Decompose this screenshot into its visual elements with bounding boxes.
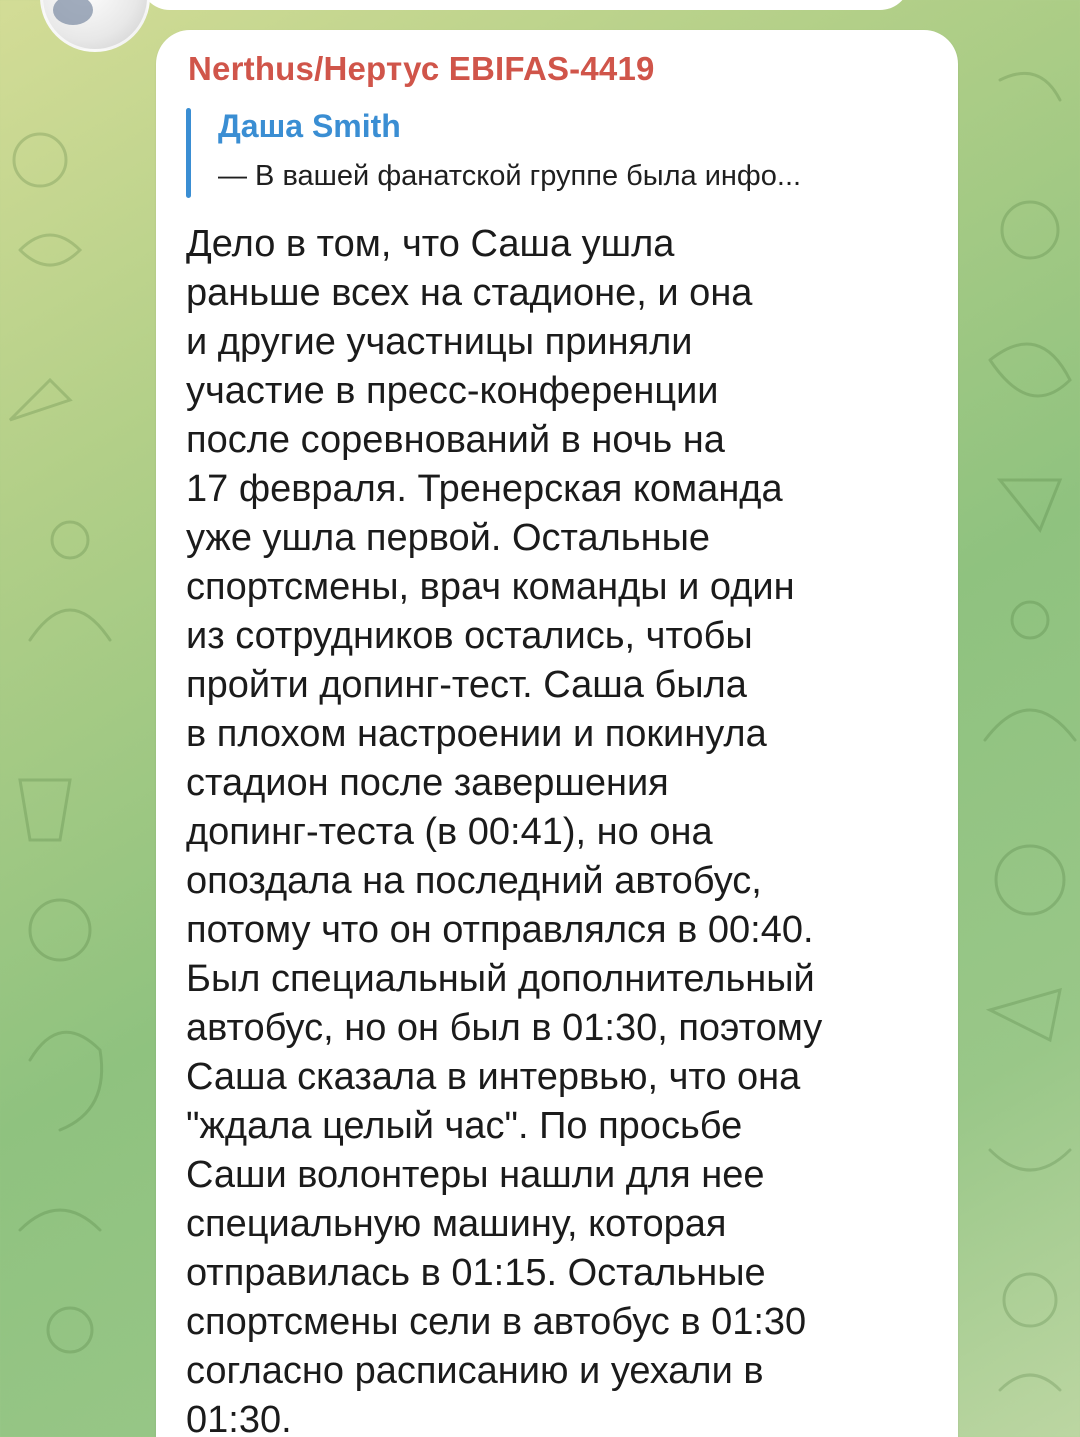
message-line: 01:30.	[186, 1399, 292, 1437]
message-line: потому что он отправлялся в 00:40.	[186, 909, 814, 951]
reply-quote[interactable]	[186, 108, 938, 198]
message-line: спортсмены, врач команды и один	[186, 566, 795, 608]
message-line: Был специальный дополнительный	[186, 958, 815, 1000]
message-line: автобус, но он был в 01:30, поэтому	[186, 1007, 823, 1049]
message-line: 17 февраля. Тренерская команда	[186, 468, 783, 510]
message-line: после соревнований в ночь на	[186, 419, 725, 461]
reply-author: Даша Smith	[218, 108, 401, 144]
message-line: опоздала на последний автобус,	[186, 860, 762, 902]
message-line: допинг-теста (в 00:41), но она	[186, 811, 713, 853]
message-line: участие в пресс-конференции	[186, 370, 719, 412]
reply-preview-text: — В вашей фанатской группе была инфо...	[218, 160, 802, 192]
message-line: пройти допинг-тест. Саша была	[186, 664, 747, 706]
reply-accent-bar	[186, 108, 191, 198]
message-line: согласно расписанию и уехали в	[186, 1350, 764, 1392]
message-line: стадион после завершения	[186, 762, 669, 804]
message-line: Дело в том, что Саша ушла	[186, 223, 675, 265]
message-line: спортсмены сели в автобус в 01:30	[186, 1301, 807, 1343]
message-line: уже ушла первой. Остальные	[186, 517, 711, 559]
avatar-image	[53, 0, 93, 25]
message-bubble[interactable]	[156, 30, 958, 1437]
message-line: Саша сказала в интервью, что она	[186, 1056, 801, 1098]
message-line: в плохом настроении и покинула	[186, 713, 767, 755]
message-line: Саши волонтеры нашли для нее	[186, 1154, 765, 1196]
message-line: из сотрудников остались, чтобы	[186, 615, 753, 657]
message-line: "ждала целый час". По просьбе	[186, 1105, 743, 1147]
message-line: отправилась в 01:15. Остальные	[186, 1252, 766, 1294]
sender-name[interactable]: Nerthus/Нертус EBIFAS-4419	[188, 50, 655, 87]
previous-message-bubble[interactable]	[140, 0, 910, 10]
message-line: и другие участницы приняли	[186, 321, 693, 363]
message-line: специальную машину, которая	[186, 1203, 727, 1245]
message-body	[186, 220, 936, 1437]
message-line: раньше всех на стадионе, и она	[186, 272, 753, 314]
